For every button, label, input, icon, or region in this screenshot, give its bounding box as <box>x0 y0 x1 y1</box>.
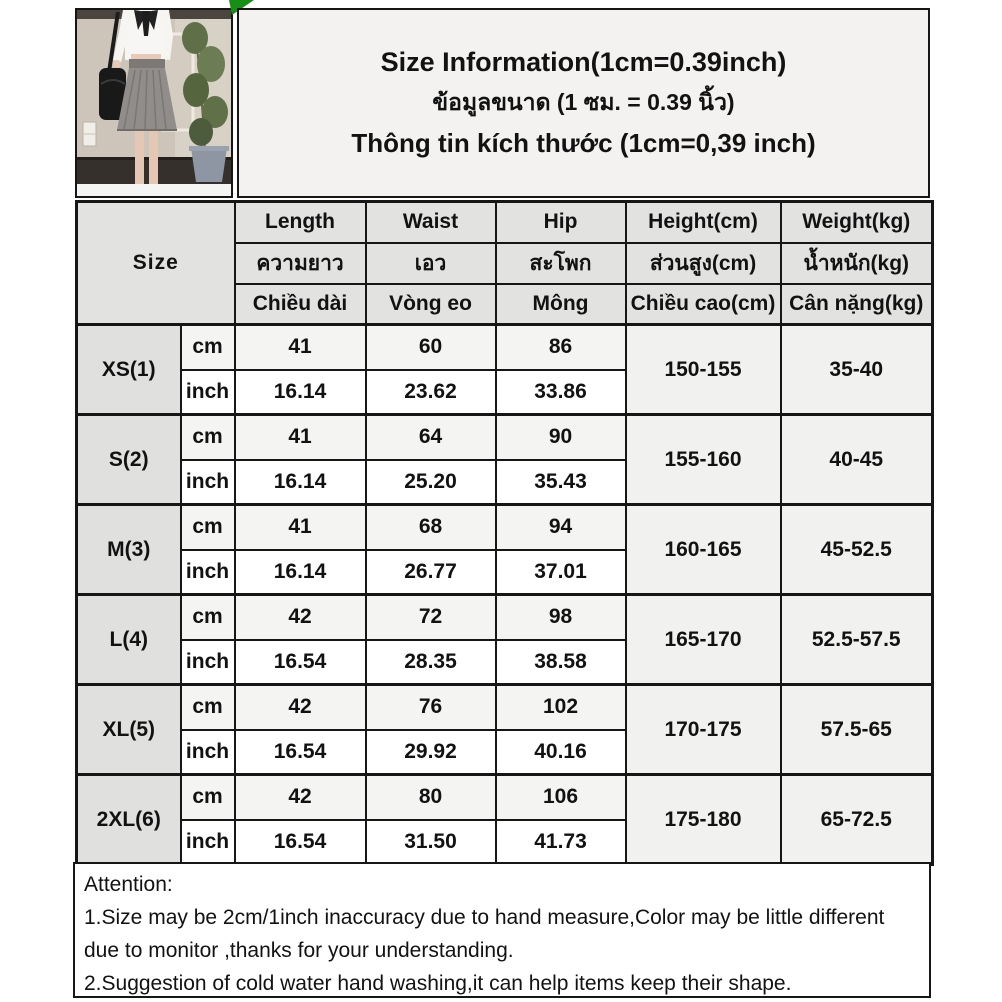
value-cell: 41 <box>235 415 366 460</box>
value-cell: 60 <box>366 325 496 370</box>
col-length-th: ความยาว <box>235 243 366 284</box>
weight-range-cell: 40-45 <box>781 415 933 505</box>
value-cell: 102 <box>496 685 626 730</box>
unit-label-cm: cm <box>181 595 235 640</box>
height-range-cell: 150-155 <box>626 325 781 415</box>
value-cell: 16.14 <box>235 460 366 505</box>
value-cell: 35.43 <box>496 460 626 505</box>
value-cell: 16.14 <box>235 550 366 595</box>
title-english: Size Information(1cm=0.39inch) <box>380 47 787 77</box>
title-vietnamese: Thông tin kích thước (1cm=0,39 inch) <box>351 128 816 158</box>
weight-range-cell: 57.5-65 <box>781 685 933 775</box>
model-photo-illustration <box>77 10 231 196</box>
size-row-label: S(2) <box>77 415 181 505</box>
unit-label-cm: cm <box>181 775 235 820</box>
value-cell: 106 <box>496 775 626 820</box>
value-cell: 86 <box>496 325 626 370</box>
value-cell: 16.54 <box>235 640 366 685</box>
unit-label-cm: cm <box>181 685 235 730</box>
size-table <box>75 200 934 866</box>
weight-range-cell: 52.5-57.5 <box>781 595 933 685</box>
unit-label-inch: inch <box>181 730 235 775</box>
col-height-vi: Chiều cao(cm) <box>626 284 781 325</box>
value-cell: 41.73 <box>496 820 626 865</box>
size-row-label: M(3) <box>77 505 181 595</box>
value-cell: 42 <box>235 595 366 640</box>
col-waist-en: Waist <box>366 202 496 243</box>
height-range-cell: 165-170 <box>626 595 781 685</box>
weight-range-cell: 35-40 <box>781 325 933 415</box>
value-cell: 16.14 <box>235 370 366 415</box>
value-cell: 41 <box>235 325 366 370</box>
unit-label-inch: inch <box>181 370 235 415</box>
size-row-label: XS(1) <box>77 325 181 415</box>
unit-label-inch: inch <box>181 820 235 865</box>
attention-note-1: 1.Size may be 2cm/1inch inaccuracy due to hand measure,Color may be little different due to monitor ,thanks for your understanding. <box>84 906 885 962</box>
col-weight-vi: Cân nặng(kg) <box>781 284 933 325</box>
height-range-cell: 175-180 <box>626 775 781 865</box>
unit-label-cm: cm <box>181 415 235 460</box>
value-cell: 76 <box>366 685 496 730</box>
value-cell: 94 <box>496 505 626 550</box>
col-length-vi: Chiều dài <box>235 284 366 325</box>
col-waist-th: เอว <box>366 243 496 284</box>
height-range-cell: 160-165 <box>626 505 781 595</box>
value-cell: 38.58 <box>496 640 626 685</box>
col-hip-th: สะโพก <box>496 243 626 284</box>
attention-note-2: 2.Suggestion of cold water hand washing,it can help items keep their shape. <box>84 972 792 995</box>
value-cell: 16.54 <box>235 730 366 775</box>
value-cell: 40.16 <box>496 730 626 775</box>
col-hip-vi: Mông <box>496 284 626 325</box>
unit-label-cm: cm <box>181 325 235 370</box>
size-row-label: XL(5) <box>77 685 181 775</box>
value-cell: 23.62 <box>366 370 496 415</box>
weight-range-cell: 65-72.5 <box>781 775 933 865</box>
value-cell: 16.54 <box>235 820 366 865</box>
value-cell: 72 <box>366 595 496 640</box>
value-cell: 28.35 <box>366 640 496 685</box>
unit-label-cm: cm <box>181 505 235 550</box>
value-cell: 98 <box>496 595 626 640</box>
value-cell: 64 <box>366 415 496 460</box>
value-cell: 42 <box>235 685 366 730</box>
value-cell: 90 <box>496 415 626 460</box>
unit-label-inch: inch <box>181 460 235 505</box>
value-cell: 26.77 <box>366 550 496 595</box>
value-cell: 29.92 <box>366 730 496 775</box>
title-box <box>237 8 930 198</box>
size-row-label: 2XL(6) <box>77 775 181 865</box>
col-height-en: Height(cm) <box>626 202 781 243</box>
value-cell: 80 <box>366 775 496 820</box>
value-cell: 33.86 <box>496 370 626 415</box>
value-cell: 41 <box>235 505 366 550</box>
attention-heading: Attention: <box>84 873 173 896</box>
col-hip-en: Hip <box>496 202 626 243</box>
unit-label-inch: inch <box>181 550 235 595</box>
value-cell: 37.01 <box>496 550 626 595</box>
attention-box <box>73 862 931 998</box>
height-range-cell: 155-160 <box>626 415 781 505</box>
unit-label-inch: inch <box>181 640 235 685</box>
size-header: Size <box>77 202 235 325</box>
size-row-label: L(4) <box>77 595 181 685</box>
title-thai: ข้อมูลขนาด (1 ซม. = 0.39 นิ้ว) <box>432 89 735 115</box>
col-weight-th: น้ำหนัก(kg) <box>781 243 933 284</box>
product-photo <box>75 8 233 198</box>
weight-range-cell: 45-52.5 <box>781 505 933 595</box>
value-cell: 25.20 <box>366 460 496 505</box>
value-cell: 68 <box>366 505 496 550</box>
height-range-cell: 170-175 <box>626 685 781 775</box>
col-length-en: Length <box>235 202 366 243</box>
col-height-th: ส่วนสูง(cm) <box>626 243 781 284</box>
col-waist-vi: Vòng eo <box>366 284 496 325</box>
value-cell: 42 <box>235 775 366 820</box>
col-weight-en: Weight(kg) <box>781 202 933 243</box>
value-cell: 31.50 <box>366 820 496 865</box>
